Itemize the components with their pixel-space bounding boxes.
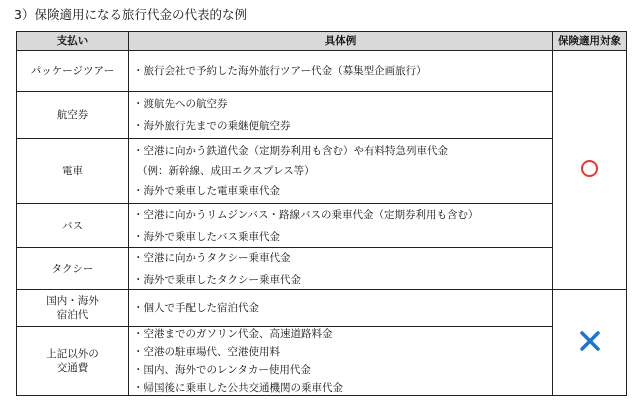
header-target: 保険適用対象 [553, 32, 627, 51]
category-lodging [17, 290, 129, 327]
table-row [17, 51, 627, 92]
cross-icon [579, 330, 601, 352]
travel-cost-table [16, 31, 627, 396]
detail-line: ・渡航先への航空券 [133, 98, 228, 110]
table-row [17, 204, 627, 248]
detail-line: ・空港に向かうリムジンバス・路線バスの乗車代金（定期券利用も含む） [133, 208, 479, 221]
category-other [17, 327, 129, 396]
header-payment: 支払い [17, 32, 129, 51]
category-flight: 航空券 [17, 92, 129, 139]
detail-line: ・空港の駐車場代、空港使用料 [133, 346, 280, 358]
details-lodging [129, 290, 553, 327]
table-row [17, 92, 627, 139]
table-row [17, 327, 627, 396]
category-package: パッケージツアー [17, 51, 129, 92]
category-line: 国内・海外 [46, 295, 99, 307]
detail-line: ・海外で乗車したタクシー乗車代金 [133, 273, 301, 286]
detail-line: ・旅行会社で予約した海外旅行ツアー代金（募集型企画旅行） [133, 65, 427, 77]
details-bus [129, 204, 553, 248]
category-line: 交通費 [56, 362, 89, 374]
detail-line: （例：新幹線、成田エクスプレス等） [137, 165, 315, 177]
category-taxi: タクシー [17, 248, 129, 290]
detail-line: ・個人で手配した宿泊代金 [133, 302, 259, 314]
circle-icon [581, 160, 598, 177]
not-covered-cell [553, 290, 627, 396]
covered-cell [553, 51, 627, 290]
detail-line: ・空港に向かう鉄道代金（定期券利用も含む）や有料特急列車代金 [133, 145, 448, 157]
table-row [17, 248, 627, 290]
header-example: 具体例 [129, 32, 553, 51]
detail-line: ・空港までのガソリン代金、高速道路料金 [133, 328, 333, 340]
details-package [129, 51, 553, 92]
table-row [17, 290, 627, 327]
section-title: 3）保険適用になる旅行代金の代表的な例 [14, 7, 247, 22]
header-row [17, 32, 627, 51]
table-row [17, 139, 627, 204]
details-flight [129, 92, 553, 139]
details-taxi [129, 248, 553, 290]
details-train [129, 139, 553, 204]
detail-line: ・海外で乗車したバス乗車代金 [133, 230, 280, 243]
detail-line: ・空港に向かうタクシー乗車代金 [133, 251, 291, 264]
category-line: 上記以外の [46, 348, 99, 360]
detail-line: ・国内、海外でのレンタカー使用代金 [133, 364, 311, 376]
category-train: 電車 [17, 139, 129, 204]
detail-line: ・帰国後に乗車した公共交通機関の乗車代金 [133, 382, 343, 394]
detail-line: ・海外で乗車した電車乗車代金 [133, 185, 280, 197]
category-line: 宿泊代 [56, 309, 89, 321]
details-other [129, 327, 553, 396]
category-bus: バス [17, 204, 129, 248]
detail-line: ・海外旅行先までの乗継便航空券 [133, 120, 291, 132]
